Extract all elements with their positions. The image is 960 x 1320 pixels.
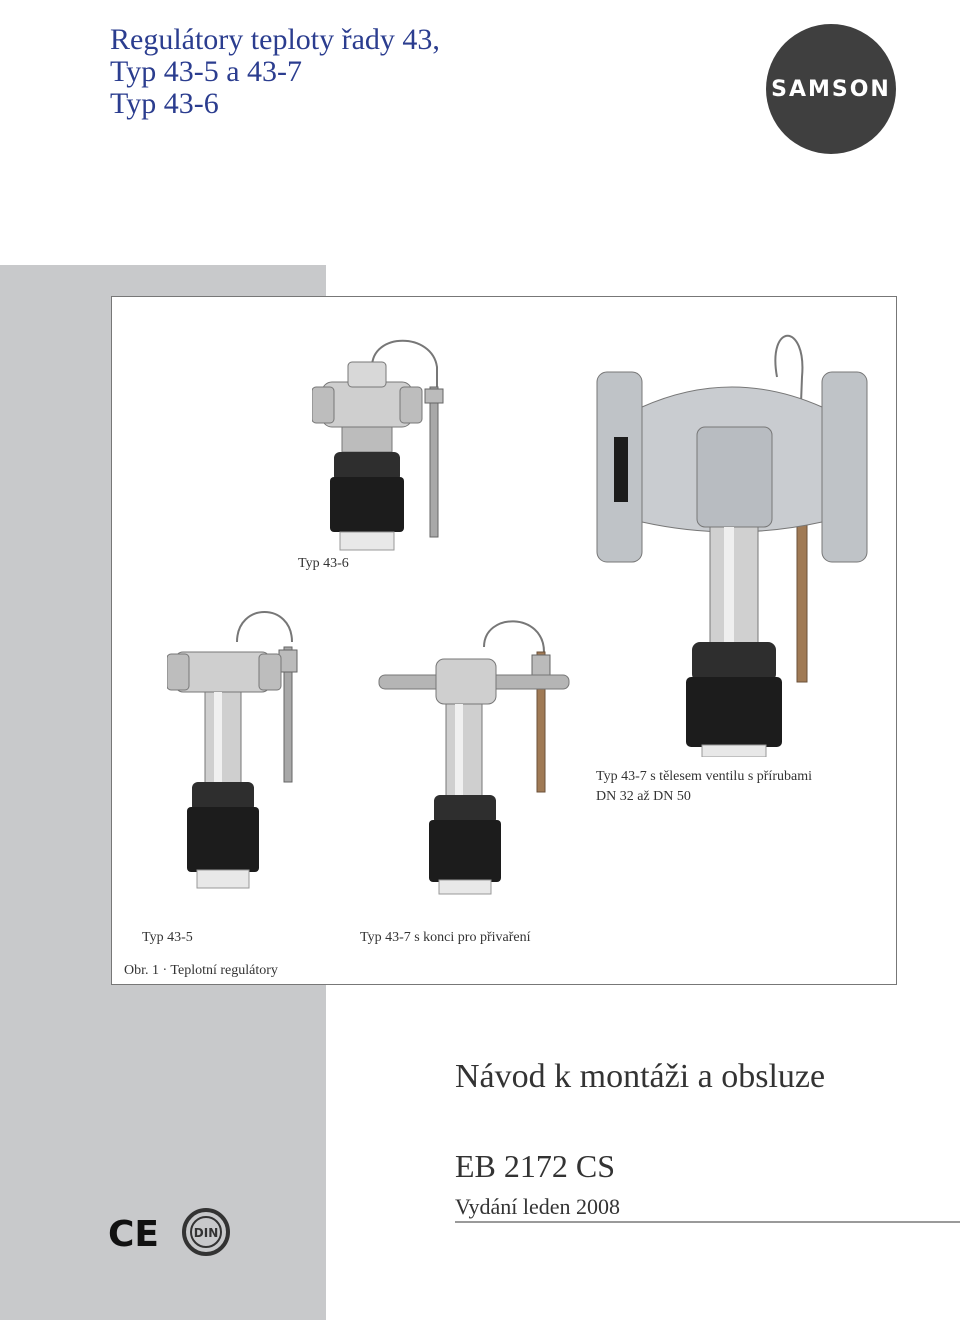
- title-line-2: Typ 43-5 a 43-7: [110, 55, 303, 88]
- caption-typ-43-5: Typ 43-5: [142, 930, 193, 945]
- ce-mark-icon: [108, 1214, 159, 1255]
- certification-marks: [108, 1208, 238, 1258]
- divider-rule: [455, 1221, 960, 1223]
- samson-logo: [766, 24, 896, 154]
- caption-typ-43-7-weld: Typ 43-7 s konci pro přivaření: [360, 930, 531, 945]
- product-image-typ-43-7-flange: [592, 327, 882, 757]
- caption-typ-43-7-flange-line1: Typ 43-7 s tělesem ventilu s přírubami: [596, 769, 812, 784]
- title-line-3: Typ 43-6: [110, 87, 219, 120]
- caption-typ-43-7-flange-line2: DN 32 až DN 50: [596, 789, 691, 804]
- document-code: EB 2172 CS: [455, 1148, 616, 1184]
- product-image-typ-43-7-weld: [374, 607, 574, 897]
- product-image-typ-43-6: [312, 327, 472, 557]
- din-mark-icon: [184, 1210, 228, 1254]
- main-title: Návod k montáži a obsluze: [455, 1058, 826, 1095]
- product-image-typ-43-5: [167, 592, 327, 892]
- svg-text:CE: CE: [108, 1214, 160, 1255]
- figure-frame: [111, 296, 897, 985]
- figure-label: Obr. 1 · Teplotní regulátory: [124, 963, 278, 978]
- caption-typ-43-6: Typ 43-6: [298, 556, 349, 571]
- title-line-1: Regulátory teploty řady 43,: [110, 23, 440, 56]
- logo-text: SAMSON: [771, 76, 891, 102]
- svg-text:DIN: DIN: [193, 1226, 219, 1240]
- edition-date: Vydání leden 2008: [455, 1194, 620, 1219]
- document-title-block: [110, 24, 630, 120]
